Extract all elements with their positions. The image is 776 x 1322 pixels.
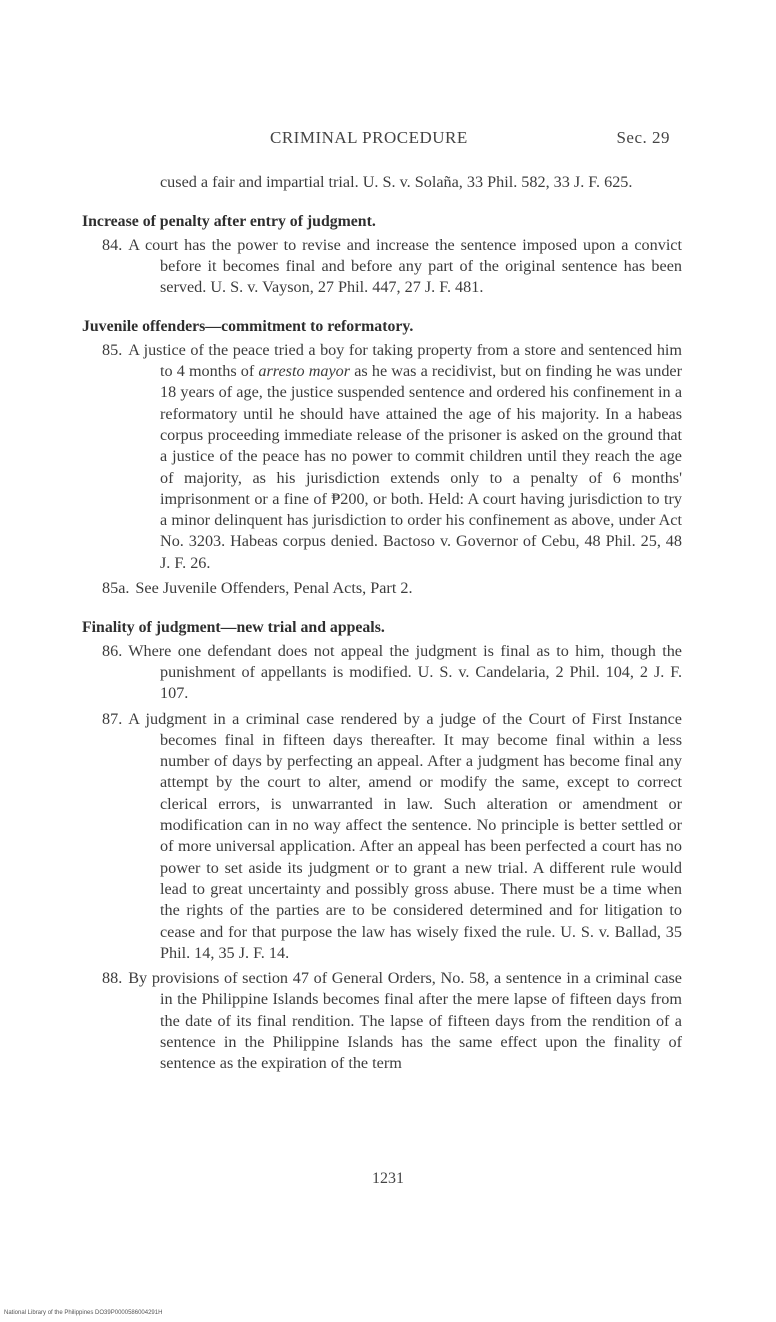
paragraph-86 xyxy=(82,641,682,705)
body-text xyxy=(82,172,682,1079)
paragraph-text: See Juvenile Offenders, Penal Acts, Part 2. xyxy=(135,579,413,598)
running-head-title: CRIMINAL PROCEDURE xyxy=(270,128,468,147)
paragraph-text: Where one defendant does not appeal the judgment is final as to him, though the punishment of appellants is modified. U. S. v. Candelaria, 2 Phil. 104, 2 J. F. 107. xyxy=(128,641,682,703)
paragraph-number: 85a. xyxy=(102,579,130,598)
paragraph-87 xyxy=(82,709,682,965)
paragraph-text: By provisions of section 47 of General Orders, No. 58, a sentence in a criminal case in the Philippine Islands becomes final after the mere lapse of fifteen days from the date of its final rendition. The lapse of fifteen days from the rendition of a sentence in the Philippine Islands has the same effect upon the finality of sentence as the expiration of the term xyxy=(128,969,682,1073)
paragraph-text: A judgment in a criminal case rendered by a judge of the Court of First Instance becomes final in fifteen days thereafter. It may become final within a less number of days by perfecting an appeal. After a judgment has become final any attempt by the court to alter, amend or modify the same, except to correct clerical errors, is unwarranted in law. Such alteration or amendment or modification can in no way affect the sentence. No principle is better settled or of more universal application. After an appeal has been perfected a court has no power to set aside its judgment or to grant a new trial. A different rule would lead to great uncertainty and possibly gross abuse. There must be a time when the rights of the parties are to be considered determined and for litigation to cease and for that purpose the law has wisely fixed the rule. U. S. v. Ballad, 35 Phil. 14, 35 J. F. 14. xyxy=(128,709,682,962)
paragraph-text-italic: arresto mayor xyxy=(258,362,351,381)
section-heading: Increase of penalty after entry of judgment. xyxy=(82,213,376,231)
scan-footer: National Library of the Philippines DO39P0000586004291H xyxy=(4,1310,163,1316)
paragraph-text: A court has the power to revise and increase the sentence imposed upon a convict before it becomes final and before any part of the original sentence has been served. U. S. v. Vayson, 27 Phil. 447, 27 J. F. 481. xyxy=(128,235,682,297)
paragraph-number: 87. xyxy=(102,709,123,728)
paragraph-number: 86. xyxy=(102,641,123,660)
paragraph-number: 85. xyxy=(102,340,123,359)
section-heading: Finality of judgment—new trial and appeals. xyxy=(82,619,385,637)
running-head-section: Sec. 29 xyxy=(616,128,670,147)
paragraph-text-after: as he was a recidivist, but on finding he was under 18 years of age, the justice suspended sentence and ordered his confinement in a reformatory until he should have attained the age of his majority. In a habeas corpus proceeding immediate release of the prisoner is asked on the ground that a justice of the peace has no power to commit children until they reach the age of majority, as his jurisdiction extends only to a penalty of 6 months' imprisonment or a fine of ₱200, or both. Held: A court having jurisdiction to try a minor delinquent has jurisdiction to order his confinement as above, under Act No. 3203. Habeas corpus denied. Bactoso v. Governor of Cebu, 48 Phil. 25, 48 J. F. 26. xyxy=(160,362,682,572)
paragraph-number: 84. xyxy=(102,235,123,254)
section-heading: Juvenile offenders—commitment to reformatory. xyxy=(82,318,414,336)
paragraph-text-before: A justice of the peace tried a boy for taking property from a store and sentenced him to 4 months of xyxy=(128,340,682,381)
paragraph-85 xyxy=(82,340,682,574)
paragraph-88 xyxy=(82,968,682,1074)
page-number: 1231 xyxy=(372,1170,404,1187)
paragraph-number: 88. xyxy=(102,969,123,988)
paragraph-84 xyxy=(82,235,682,299)
paragraph-85a xyxy=(82,578,682,599)
continuation-paragraph: cused a fair and impartial trial. U. S. v. Solaña, 33 Phil. 582, 33 J. F. 625. xyxy=(160,173,633,191)
